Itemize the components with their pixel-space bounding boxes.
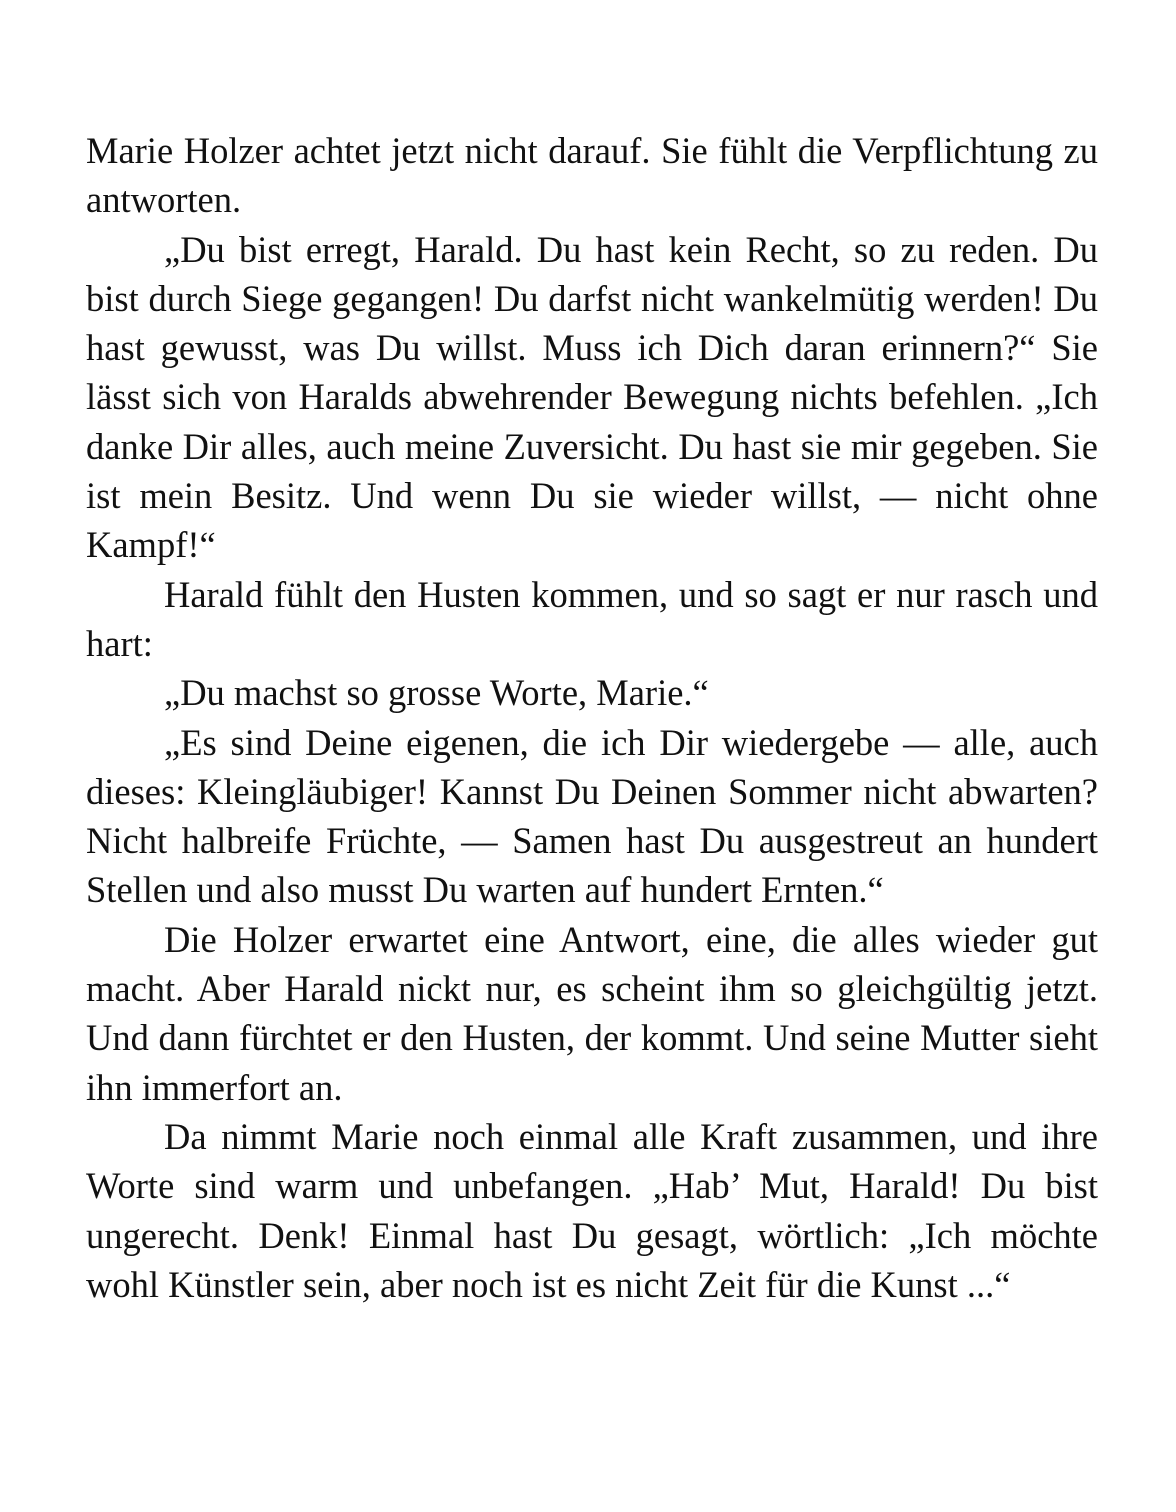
paragraph: „Es sind Deine eigenen, die ich Dir wiedergebe — alle, auch dieses: Kleingläubiger! Kannst Du Deinen Sommer nicht abwarten? Nicht halbreife Früchte, — Samen hast Du ausgestreut an hundert Stellen und also musst Du warten auf hundert Ernten.“ <box>86 721 1098 911</box>
paragraph: Die Holzer erwartet eine Antwort, eine, die alles wieder gut macht. Aber Harald nickt nur, es scheint ihm so gleichgültig jetzt. Und dann fürchtet er den Husten, der kommt. Und seine Mutter sieht ihn immerfort an. <box>86 918 1098 1108</box>
paragraph: Marie Holzer achtet jetzt nicht darauf. Sie fühlt die Verpflichtung zu antworten. <box>86 130 1098 221</box>
book-page <box>86 126 1098 1309</box>
paragraph: Da nimmt Marie noch einmal alle Kraft zusammen, und ihre Worte sind warm und unbefangen. „Hab’ Mut, Harald! Du bist ungerecht. Denk! Einmal hast Du gesagt, wörtlich: „Ich möchte wohl Künstler sein, aber noch ist es nicht Zeit für die Kunst ...“ <box>86 1115 1098 1305</box>
paragraph: „Du machst so grosse Worte, Marie.“ <box>164 672 709 714</box>
paragraph: Harald fühlt den Husten kommen, und so sagt er nur rasch und hart: <box>86 573 1098 664</box>
paragraph: „Du bist erregt, Harald. Du hast kein Recht, so zu reden. Du bist durch Siege gegangen! Du darfst nicht wankelmütig werden! Du hast gewusst, was Du willst. Muss ich Dich daran erinnern?“ Sie lässt sich von Haralds abwehrender Bewegung nichts befehlen. „Ich danke Dir alles, auch meine Zuversicht. Du hast sie mir gegeben. Sie ist mein Besitz. Und wenn Du sie wieder willst, — nicht ohne Kampf!“ <box>86 228 1098 566</box>
